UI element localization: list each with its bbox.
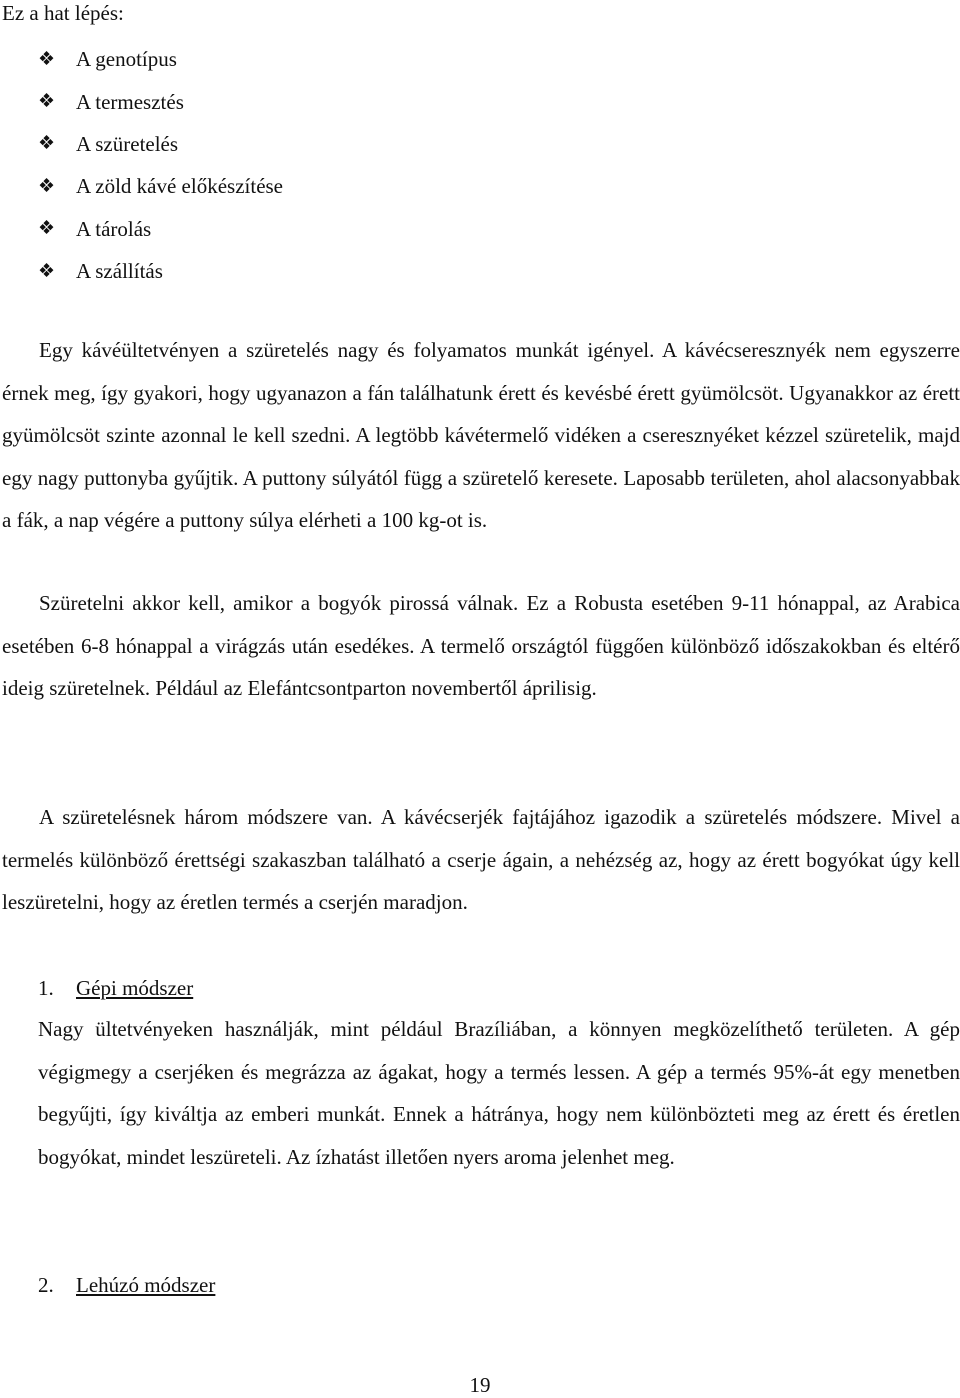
list-item — [38, 250, 283, 292]
section-heading-2 — [38, 1269, 215, 1301]
diamond-bullet-icon: ❖ — [38, 91, 56, 113]
paragraph-harvest-timing: Szüretelni akkor kell, amikor a bogyók pirossá válnak. Ez a Robusta esetében 9-11 hónappal, az Arabica esetében 6-8 hónappal a virágzás után esedékes. A termelő országtól függően különböző időszakokban és eltérő ideig szüretelnek. Például az Elefántcsontparton novembertől áprilisig. — [2, 591, 960, 700]
paragraph-harvest-methods: A szüretelésnek három módszere van. A kávécserjék fajtájához igazodik a szüretelés módszere. Mivel a termelés különböző érettségi szakaszban található a cserje ágain, a nehézség az, hogy az érett bogyókat úgy kell leszüretelni, hogy az éretlen termés a cserjén maradjon. — [2, 805, 960, 914]
paragraph-machine-method: Nagy ültetvényeken használják, mint például Brazíliában, a könnyen megközelíthető területen. A gép végigmegy a cserjéken és megrázza az ágakat, hogy a termés lessen. A gép a termés 95%-át egy menetben begyűjti, így kiváltja az emberi munkát. Ennek a hátránya, hogy nem különbözteti meg az érett és éretlen bogyókat, mindet leszüreteli. Az ízhatást illetően nyers aroma jelenhet meg. — [38, 1017, 960, 1169]
list-item — [38, 80, 283, 122]
section-heading-1 — [38, 972, 193, 1004]
list-item — [38, 38, 283, 80]
paragraph-harvest-intro: Egy kávéültetvényen a szüretelés nagy és folyamatos munkát igényel. A kávécseresznyék nem egyszerre érnek meg, így gyakori, hogy ugyanazon a fán találhatunk érett és kevésbé érett gyümölcsöt. Ugyanakkor az érett gyümölcsöt szinte azonnal le kell szedni. A legtöbb kávétermelő vidéken a cseresznyéket kézzel szüretelik, majd egy nagy puttonyba gyűjtik. A puttony súlyától függ a szüretelő keresete. Laposabb területen, ahol alacsonyabbak a fák, a nap végére a puttony súlya elérheti a 100 kg-ot is. — [2, 338, 960, 532]
list-item-label: A zöld kávé előkészítése — [76, 174, 284, 199]
list-item-label: A szállítás — [76, 259, 163, 284]
list-item-label: A szüretelés — [76, 131, 179, 156]
page-number: 19 — [469, 1373, 491, 1397]
list-item — [38, 208, 283, 250]
diamond-bullet-icon: ❖ — [38, 133, 56, 155]
list-item — [38, 165, 283, 207]
diamond-bullet-icon: ❖ — [38, 175, 56, 197]
heading-title: Gépi módszer — [76, 976, 194, 1000]
list-item — [38, 123, 283, 165]
heading-number: 1. — [38, 976, 54, 1000]
list-item-label: A termesztés — [76, 89, 184, 114]
intro-text: Ez a hat lépés: — [2, 1, 124, 25]
list-item-label: A tárolás — [76, 216, 152, 241]
heading-number: 2. — [38, 1273, 54, 1297]
steps-list — [38, 38, 283, 292]
heading-title: Lehúzó módszer — [76, 1273, 216, 1297]
diamond-bullet-icon: ❖ — [38, 218, 56, 240]
diamond-bullet-icon: ❖ — [38, 260, 56, 282]
list-item-label: A genotípus — [76, 47, 177, 72]
diamond-bullet-icon: ❖ — [38, 48, 56, 70]
